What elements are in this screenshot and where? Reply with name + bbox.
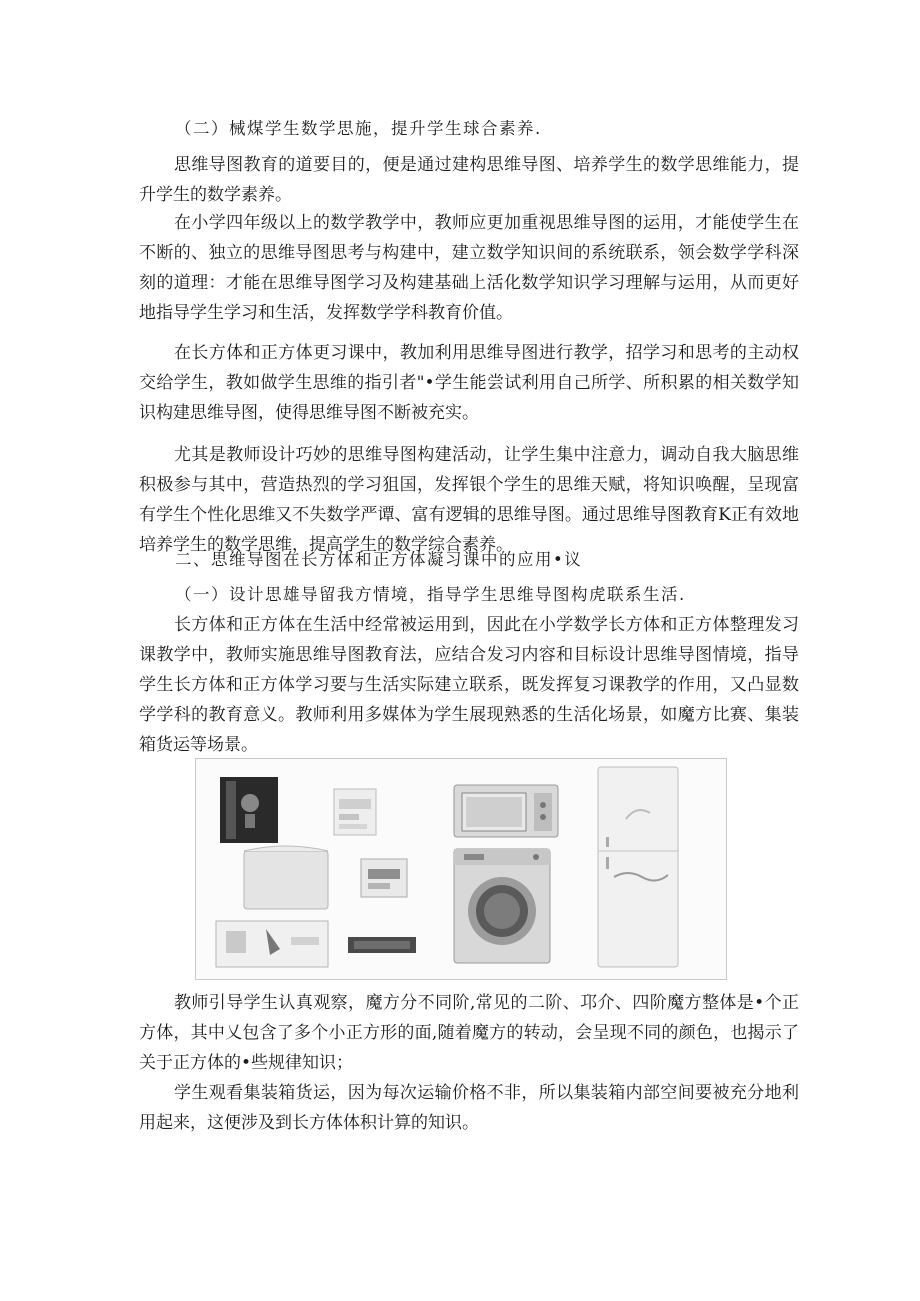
paragraph-life-context: 长方体和正方体在生活中经常被运用到，因此在小学数学长方体和正方体整理发习课教学中，教师实施思维导图教育法，应结合发习内容和目标设计思维导图情境，指导学生长方体和正方体学习要与生活实际建立联系，既发挥复习课教学的作用，又凸显数学学科的教育意义。教师利用多媒体为学生展现熟悉的生活化场景，如魔方比赛、集装箱货运等场景。: [139, 615, 799, 755]
gift-box-icon: [220, 777, 278, 843]
section-heading-2-1: （一）设计思雄导留我方情境，指导学生思维导图构虎联系生活.: [175, 585, 686, 604]
paragraph-purpose: 思维导图教育的道要目的，便是通过建构思维导图、培养学生的数学思维能力，提升学生的数学素养。: [139, 155, 799, 205]
section-heading-2-2: （二）械煤学生数学思施，提升学生球合素养.: [175, 119, 542, 138]
paragraph-rubiks-cube: 教师引导学生认真观察，魔方分不同阶,常见的二阶、邛介、四阶魔方整体是•个正方体，其中乂包含了多个小正方形的面,随着魔方的转动，会呈现不同的颜色，也揭示了关于正方体的•些规律知识；: [139, 993, 799, 1073]
paragraph-review-class: 在长方体和正方体更习课中，教加利用思维导图进行教学，招学习和思考的主动权交给学生，教如做学生思维的指引者"•学生能尝试利用自己所学、所积累的相关数学知识构建思维导图，使得思维导图不断被充实。: [139, 343, 799, 423]
household-objects-figure: [195, 758, 727, 980]
packaged-box-icon: [334, 789, 376, 835]
paragraph-container: 学生观看集装箱货运，因为每次运输价格不非，所以集装箱内部空间要被充分地利用起来，这便涉及到长方体体积计算的知识。: [139, 1083, 799, 1133]
small-box-icon: [361, 859, 407, 897]
tissue-box-icon: [244, 846, 328, 909]
paragraph-grade-four: 在小学四年级以上的数学教学中，教师应更加重视思维导图的运用，才能使学生在不断的、独立的思维导图思考与构建中，建立数学知识间的系统联系，领会数学学科深刻的道理：才能在思维导图学习及构建基础上活化数学知识学习理解与运用，从而更好地指导学生学习和生活，发挥数学学科教育价值。: [139, 213, 799, 323]
paragraph-activity: 尤其是教师设计巧妙的思维导图构建活动，让学生集中注意力，调动自我大脑思维积极参与其中，营造热烈的学习狙国，发挥银个学生的思维天赋，将知识唤醒，呈现富有学生个性化思维又不失数学严谭、富有逻辑的思维导图。通过思维导图教育K正有效地培养学生的数学思维，提高学生的数学综合素养。: [139, 445, 799, 555]
refrigerator-icon: [598, 767, 678, 967]
microwave-icon: [454, 785, 558, 837]
section-heading-2: 二、思维导图在长方体和正方体凝习课中的应用•议: [175, 550, 583, 569]
washing-machine-icon: [454, 849, 550, 963]
flat-box-icon: [216, 921, 328, 967]
long-box-icon: [348, 937, 416, 953]
